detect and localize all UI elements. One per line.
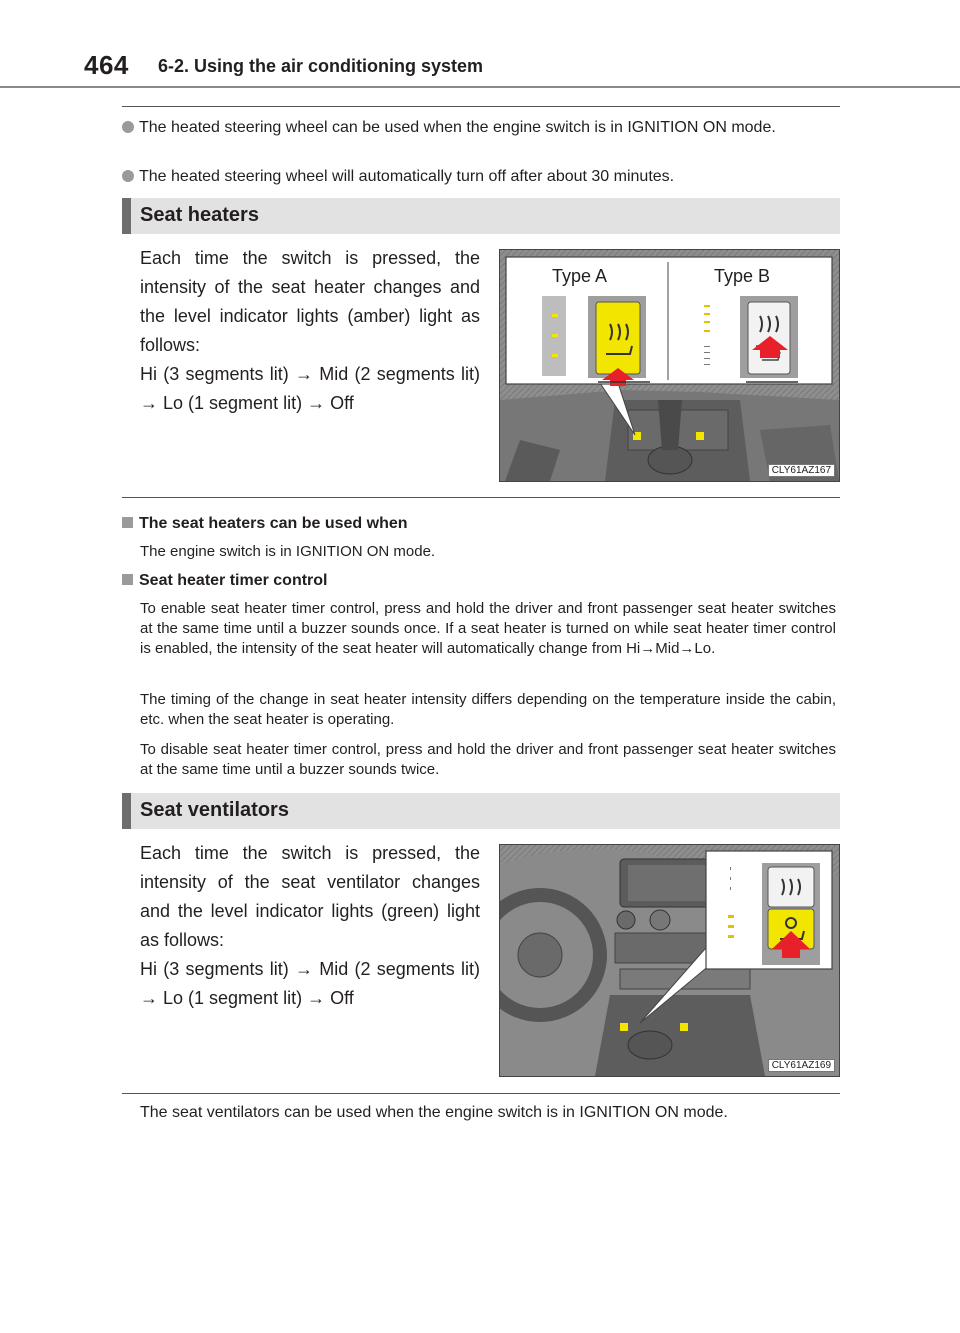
seat-ventilator-description xyxy=(140,839,480,1013)
square-bullet-icon xyxy=(122,517,133,528)
bullet-circle-icon xyxy=(122,170,134,182)
bullet-note xyxy=(122,166,840,187)
note-paragraph: To disable seat heater timer control, press and hold the driver and front passenger seat heater switches at the same time until a buzzer sounds twice. xyxy=(140,741,836,778)
intensity-sequence: Hi (3 segments lit) → Mid (2 segments lit) → Lo (1 segment lit) → Off xyxy=(140,959,480,1008)
note-paragraph: The engine switch is in IGNITION ON mode. xyxy=(140,543,436,560)
intensity-sequence: Hi (3 segments lit) → Mid (2 segments lit) → Lo (1 segment lit) → Off xyxy=(140,364,480,413)
bullet-text: The heated steering wheel will automatically turn off after about 30 minutes. xyxy=(139,168,675,185)
note-heading xyxy=(122,571,328,591)
seat-heater-description xyxy=(140,244,480,418)
section-heading: Seat heaters xyxy=(140,204,259,226)
type-a-label: Type A xyxy=(552,266,608,286)
page-header xyxy=(0,0,960,88)
bullet-circle-icon xyxy=(122,121,134,133)
section-heading: Seat ventilators xyxy=(140,799,289,821)
divider xyxy=(122,1093,840,1094)
note-heading-text: The seat heaters can be used when xyxy=(139,515,408,532)
seat-heater-illustration xyxy=(499,249,840,482)
square-bullet-icon xyxy=(122,574,133,585)
seat-ventilator-illustration xyxy=(499,844,840,1077)
note-paragraph: The timing of the change in seat heater intensity differs depending on the temperature inside the cabin, etc. when the seat heater is operating. xyxy=(140,691,836,728)
figure-code: CLY61AZ169 xyxy=(768,1059,835,1072)
divider xyxy=(122,106,840,107)
bullet-note xyxy=(122,117,840,138)
note-heading-text: Seat heater timer control xyxy=(139,572,328,589)
heading-accent xyxy=(122,793,131,829)
bullet-text: The heated steering wheel can be used when the engine switch is in IGNITION ON mode. xyxy=(139,119,776,136)
note-paragraph: To enable seat heater timer control, press and hold the driver and front passenger seat heater switches at the same time until a buzzer sounds once. If a seat heater is turned on while seat heater timer control is enabled, the intensity of the seat heater will automatically change from Hi→Mid→Lo. xyxy=(140,600,836,657)
type-b-label: Type B xyxy=(714,266,771,286)
section-heading-bar xyxy=(122,793,840,829)
description-text: Each time the switch is pressed, the intensity of the seat ventilator changes and the level indicator lights (green) light as follows: xyxy=(140,843,480,950)
section-title: 6-2. Using the air conditioning system xyxy=(158,56,484,76)
divider xyxy=(122,497,840,498)
header-rule xyxy=(0,86,960,88)
note-heading xyxy=(122,514,408,534)
section-heading-bar xyxy=(122,198,840,234)
page-number: 464 xyxy=(84,50,129,80)
heading-accent xyxy=(122,198,131,234)
footer-note: The seat ventilators can be used when the engine switch is in IGNITION ON mode. xyxy=(140,1104,728,1121)
figure-code: CLY61AZ167 xyxy=(768,464,835,477)
description-text: Each time the switch is pressed, the intensity of the seat heater changes and the level indicator lights (amber) light as follows: xyxy=(140,248,480,355)
